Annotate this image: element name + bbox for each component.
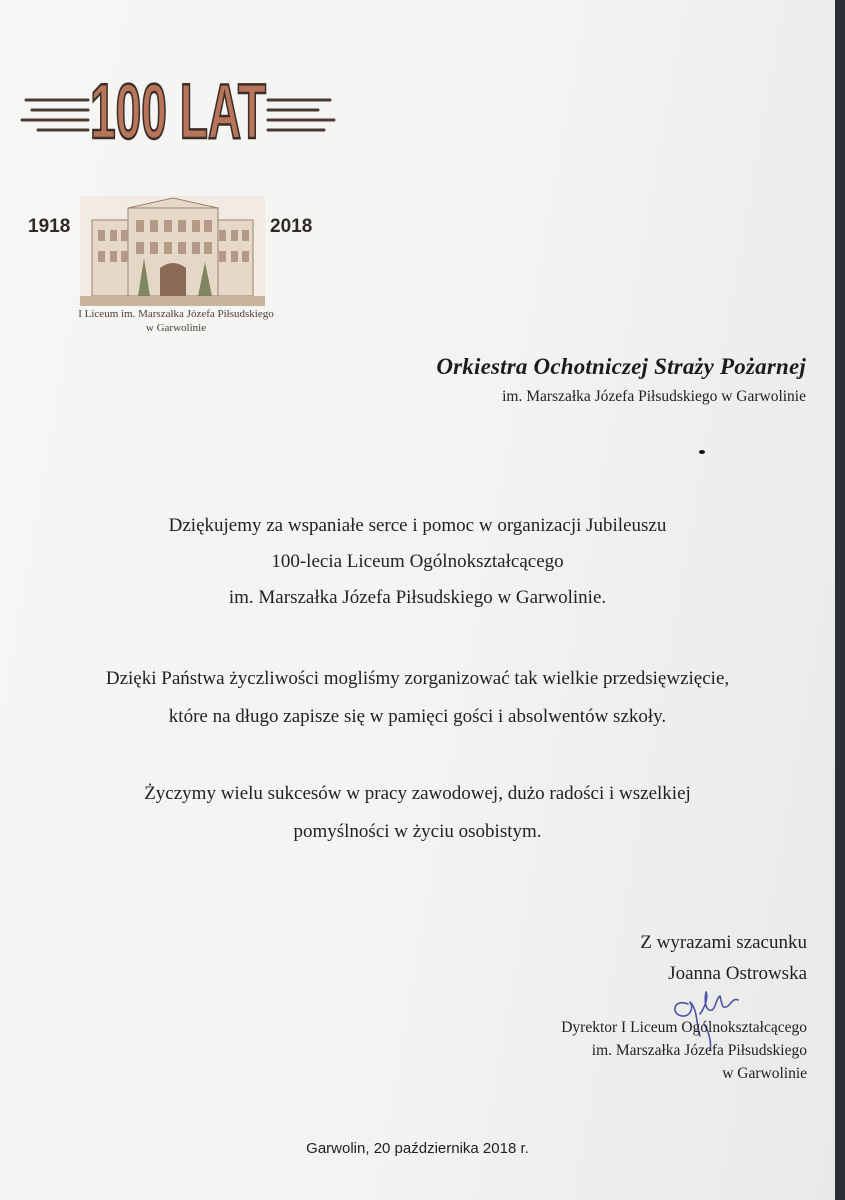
role-line: w Garwolinie [722,1065,807,1082]
paragraph-line: 100-lecia Liceum Ogólnokształcącego [271,551,564,572]
paragraph-line: im. Marszałka Józefa Piłsudskiego w Garwolinie. [228,587,607,608]
logo-year-start: 1918 [28,216,71,237]
jubilee-logo-text: 100 LAT [90,67,266,155]
paragraph-line: pomyślności w życiu osobistym. [293,821,542,842]
recipient-block [436,354,806,406]
recipient-name: Orkiestra Ochotniczej Straży Pożarnej [436,354,806,379]
background-edge [835,0,845,1200]
ink-speck [699,450,705,454]
paragraph-line: które na długo zapisze się w pamięci gości i absolwentów szkoły. [168,706,667,727]
signer-role [561,1016,807,1085]
school-building-illustration [80,196,265,306]
paragraph-line: Dziękujemy za wspaniałe serce i pomoc w organizacji Jubileuszu [168,515,667,536]
paragraph-line: Dzięki Państwa życzliwości mogliśmy zorganizować tak wielkie przedsięwzięcie, [105,668,730,689]
school-name-caption [56,307,296,335]
school-name-line: w Garwolinie [145,322,207,334]
role-line: im. Marszałka Józefa Piłsudskiego [591,1042,807,1059]
recipient-subtitle: im. Marszałka Józefa Piłsudskiego w Garwolinie [502,388,806,405]
jubilee-logo [18,62,338,155]
paragraph-line: Życzymy wielu sukcesów w pracy zawodowej, dużo radości i wszelkiej [144,783,691,804]
wishes-paragraph [0,775,835,851]
school-name-line: I Liceum im. Marszałka Józefa Piłsudskiego [78,308,274,320]
place-and-date: Garwolin, 20 października 2018 r. [306,1140,529,1157]
closing-greeting: Z wyrazami szacunku [640,932,807,953]
thanks-paragraph [0,508,835,616]
signer-name: Joanna Ostrowska [668,963,807,984]
logo-year-end: 2018 [270,216,313,237]
gratitude-paragraph [0,660,835,736]
closing-block [640,927,807,989]
role-line: Dyrektor I Liceum Ogólnokształcącego [561,1019,807,1036]
